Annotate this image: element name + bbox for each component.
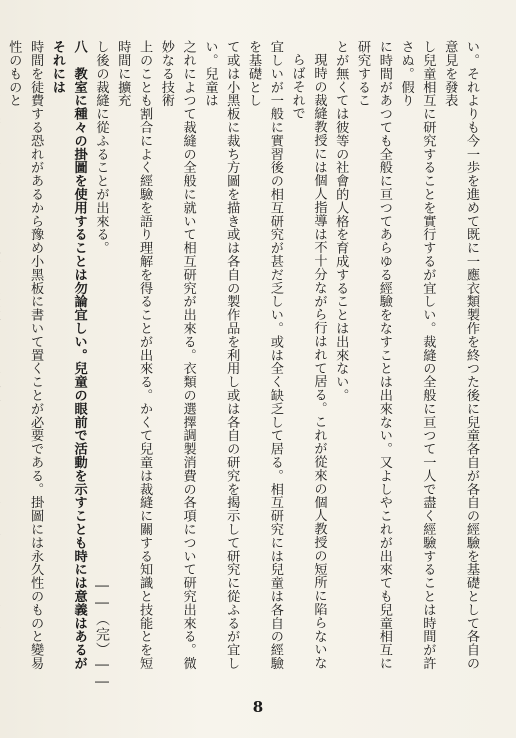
text-column: 現時の裁縫教授には個人指導は不十分ながら行はれて居る。これが從來の個人教授の短所に陷らないならばそれで bbox=[289, 53, 327, 670]
body-text bbox=[0, 40, 482, 680]
text-column bbox=[0, 40, 2, 680]
text-column: 時間を徒費する恐れがあるから豫め小黑板に書いて置くことが必要である。掛圖には永久性のものと變易性のものと bbox=[6, 40, 44, 670]
text-column: 上のことも割合によく經驗を語り理解を得ることが出來る。かくて兒童は裁縫に關する知識と技能とを短時間に擴充 bbox=[115, 40, 153, 670]
text-column: し兒童相互に研究することを實行するが宜しい。裁縫の全般に亘つて一人で盡く經驗することは時間が許さぬ。假り bbox=[398, 40, 436, 670]
section-heading-column: 八 教室に種々の掛圖を使用することは勿論宜しい。兒童の眼前で活動を示すことも時には意義はあるがそれには bbox=[49, 40, 87, 670]
page-number: 8 bbox=[252, 698, 264, 716]
end-mark: ――（完）―― bbox=[94, 578, 110, 691]
text-column: とが無くては彼等の社會的人格を育成することは出來ない。 bbox=[333, 40, 349, 402]
text-column: 宜しいが一般に實習後の相互研究が甚だ乏しい。或は全く缺乏して居る。相互研究には兒童は各自の經驗を基礎とし bbox=[246, 40, 283, 670]
text-column: に時間があつても全般に亘つてあらゆる經驗をなすことは出來ない。又よしやこれが出來ても兒童相互に研究するこ bbox=[355, 40, 392, 670]
text-column: し後の裁縫に從ふることが出來る。 bbox=[93, 40, 109, 255]
text-column: て或は小黑板に裁ち方圖を描き或は各自の製作品を利用し或は各自の研究を揭示して研究に從ふるが宜しい。兒童は bbox=[202, 40, 240, 670]
text-column: 之れによつて裁縫の全般に就いて相互研究が出來る。衣類の選擇調製消費の各項について研究出來る。微妙なる技術 bbox=[158, 40, 196, 670]
text-column: い。それよりも今一歩を進めて既に一應衣類製作を終つた後に兒童各自が各自の經驗を基礎として各自の意見を發表 bbox=[442, 40, 479, 670]
